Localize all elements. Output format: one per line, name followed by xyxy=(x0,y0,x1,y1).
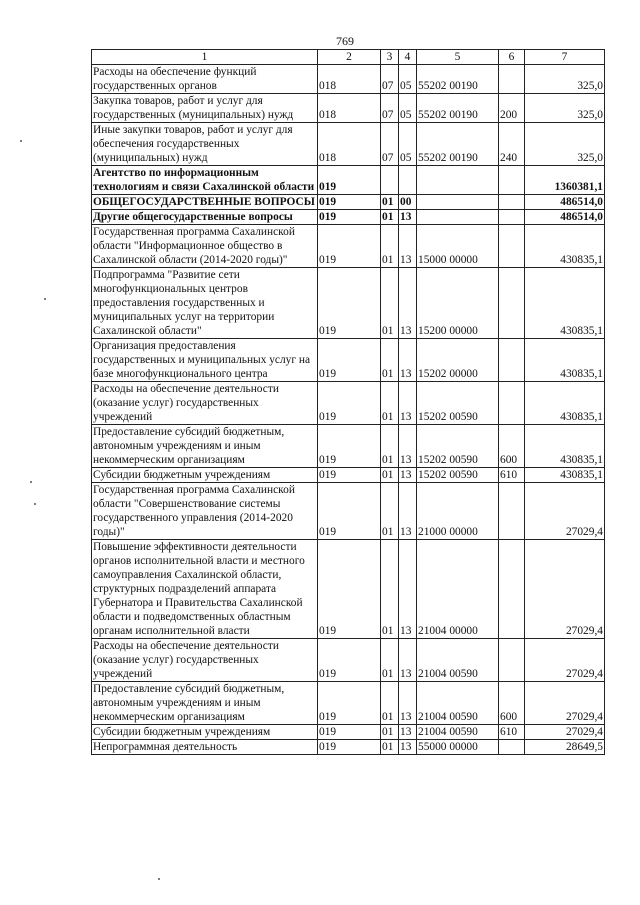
row-section-cell: 01 xyxy=(381,339,399,382)
table-header-row xyxy=(92,50,605,65)
table-row xyxy=(92,195,605,210)
row-sum-cell: 27029,4 xyxy=(525,483,605,540)
row-code-cell: 019 xyxy=(318,540,381,639)
row-sum-cell: 325,0 xyxy=(525,65,605,94)
header-col-expense-type: 6 xyxy=(499,50,525,65)
row-target-article-cell: 21004 00590 xyxy=(417,639,499,682)
row-name-cell: Предоставление субсидий бюджетным, автономным учреждениям и иным некоммерческим организациям xyxy=(92,425,318,468)
row-expense-type-cell xyxy=(499,483,525,540)
row-expense-type-cell: 240 xyxy=(499,123,525,166)
header-col-subsection: 4 xyxy=(399,50,417,65)
row-sum-cell: 486514,0 xyxy=(525,210,605,225)
row-section-cell: 01 xyxy=(381,725,399,740)
scan-dot xyxy=(158,878,160,880)
table-row xyxy=(92,682,605,725)
row-target-article-cell: 21000 00000 xyxy=(417,483,499,540)
row-code-cell: 019 xyxy=(318,725,381,740)
row-code-cell: 019 xyxy=(318,468,381,483)
row-name-cell: Повышение эффективности деятельности органов исполнительной власти и местного самоуправления Сахалинской области, структурных подразделений аппарата Губернатора и Правительства Сахалинской области и подведомственных областным органам исполнительной власти xyxy=(92,540,318,639)
table-row xyxy=(92,166,605,195)
row-subsection-cell xyxy=(399,166,417,195)
table-row xyxy=(92,468,605,483)
row-expense-type-cell: 600 xyxy=(499,682,525,725)
row-sum-cell: 1360381,1 xyxy=(525,166,605,195)
row-code-cell: 019 xyxy=(318,195,381,210)
row-name-cell: Государственная программа Сахалинской области "Совершенствование системы государственного управления (2014-2020 годы)" xyxy=(92,483,318,540)
row-section-cell: 01 xyxy=(381,225,399,268)
row-sum-cell: 28649,5 xyxy=(525,740,605,755)
row-name-cell: Подпрограмма "Развитие сети многофункциональных центров предоставления государственных и муниципальных услуг на территории Сахалинской области" xyxy=(92,268,318,339)
row-name-cell: Непрограммная деятельность xyxy=(92,740,318,755)
header-col-sum: 7 xyxy=(525,50,605,65)
row-code-cell: 019 xyxy=(318,382,381,425)
table-row xyxy=(92,123,605,166)
table-row xyxy=(92,65,605,94)
row-subsection-cell: 05 xyxy=(399,94,417,123)
row-code-cell: 019 xyxy=(318,166,381,195)
row-section-cell: 01 xyxy=(381,382,399,425)
row-target-article-cell: 21004 00000 xyxy=(417,540,499,639)
row-code-cell: 019 xyxy=(318,339,381,382)
row-target-article-cell: 55202 00190 xyxy=(417,123,499,166)
table-row xyxy=(92,725,605,740)
table-row xyxy=(92,268,605,339)
row-expense-type-cell xyxy=(499,166,525,195)
row-name-cell: Другие общегосударственные вопросы xyxy=(92,210,318,225)
row-subsection-cell: 13 xyxy=(399,483,417,540)
budget-table xyxy=(91,49,605,755)
header-col-section: 3 xyxy=(381,50,399,65)
row-subsection-cell: 13 xyxy=(399,725,417,740)
row-subsection-cell: 13 xyxy=(399,210,417,225)
row-target-article-cell: 15202 00590 xyxy=(417,468,499,483)
row-name-cell: Субсидии бюджетным учреждениям xyxy=(92,468,318,483)
row-expense-type-cell xyxy=(499,65,525,94)
row-name-cell: Иные закупки товаров, работ и услуг для обеспечения государственных (муниципальных) нужд xyxy=(92,123,318,166)
row-name-cell: Государственная программа Сахалинской области "Информационное общество в Сахалинской области (2014-2020 годы)" xyxy=(92,225,318,268)
table-row xyxy=(92,225,605,268)
row-subsection-cell: 13 xyxy=(399,225,417,268)
row-name-cell: Расходы на обеспечение функций государственных органов xyxy=(92,65,318,94)
row-section-cell: 01 xyxy=(381,468,399,483)
table-row xyxy=(92,382,605,425)
row-sum-cell: 430835,1 xyxy=(525,425,605,468)
row-subsection-cell: 13 xyxy=(399,639,417,682)
row-section-cell: 07 xyxy=(381,65,399,94)
row-name-cell: Организация предоставления государственных и муниципальных услуг на базе многофункционального центра xyxy=(92,339,318,382)
row-expense-type-cell xyxy=(499,740,525,755)
row-section-cell: 01 xyxy=(381,268,399,339)
row-subsection-cell: 00 xyxy=(399,195,417,210)
row-sum-cell: 325,0 xyxy=(525,123,605,166)
row-section-cell: 01 xyxy=(381,740,399,755)
row-expense-type-cell: 200 xyxy=(499,94,525,123)
row-sum-cell: 325,0 xyxy=(525,94,605,123)
row-expense-type-cell xyxy=(499,540,525,639)
row-name-cell: Предоставление субсидий бюджетным, автономным учреждениям и иным некоммерческим организациям xyxy=(92,682,318,725)
table-body xyxy=(92,65,605,755)
row-name-cell: Субсидии бюджетным учреждениям xyxy=(92,725,318,740)
row-section-cell: 01 xyxy=(381,483,399,540)
header-col-name: 1 xyxy=(92,50,318,65)
header-col-code: 2 xyxy=(318,50,381,65)
row-expense-type-cell xyxy=(499,268,525,339)
row-section-cell xyxy=(381,166,399,195)
scan-dot xyxy=(34,503,36,505)
row-subsection-cell: 13 xyxy=(399,682,417,725)
row-expense-type-cell: 600 xyxy=(499,425,525,468)
scan-dot xyxy=(20,140,22,142)
row-subsection-cell: 13 xyxy=(399,740,417,755)
row-expense-type-cell xyxy=(499,195,525,210)
row-code-cell: 018 xyxy=(318,123,381,166)
row-target-article-cell: 15000 00000 xyxy=(417,225,499,268)
row-expense-type-cell: 610 xyxy=(499,725,525,740)
row-code-cell: 019 xyxy=(318,225,381,268)
row-expense-type-cell xyxy=(499,210,525,225)
header-col-target-article: 5 xyxy=(417,50,499,65)
row-sum-cell: 430835,1 xyxy=(525,268,605,339)
row-sum-cell: 486514,0 xyxy=(525,195,605,210)
row-sum-cell: 27029,4 xyxy=(525,725,605,740)
row-sum-cell: 27029,4 xyxy=(525,682,605,725)
row-subsection-cell: 13 xyxy=(399,268,417,339)
table-row xyxy=(92,210,605,225)
row-target-article-cell: 15200 00000 xyxy=(417,268,499,339)
row-name-cell: Агентство по информационным технологиям и связи Сахалинской области xyxy=(92,166,318,195)
row-section-cell: 01 xyxy=(381,639,399,682)
row-target-article-cell: 21004 00590 xyxy=(417,725,499,740)
row-code-cell: 019 xyxy=(318,425,381,468)
row-name-cell: Расходы на обеспечение деятельности (оказание услуг) государственных учреждений xyxy=(92,382,318,425)
table-row xyxy=(92,94,605,123)
table-row xyxy=(92,540,605,639)
row-section-cell: 01 xyxy=(381,540,399,639)
row-section-cell: 01 xyxy=(381,682,399,725)
row-subsection-cell: 05 xyxy=(399,65,417,94)
row-code-cell: 018 xyxy=(318,65,381,94)
row-name-cell: ОБЩЕГОСУДАРСТВЕННЫЕ ВОПРОСЫ xyxy=(92,195,318,210)
row-target-article-cell: 55202 00190 xyxy=(417,94,499,123)
row-code-cell: 019 xyxy=(318,210,381,225)
row-subsection-cell: 13 xyxy=(399,425,417,468)
table-row xyxy=(92,425,605,468)
row-target-article-cell: 15202 00590 xyxy=(417,425,499,468)
row-code-cell: 019 xyxy=(318,639,381,682)
row-subsection-cell: 13 xyxy=(399,468,417,483)
row-sum-cell: 27029,4 xyxy=(525,540,605,639)
row-expense-type-cell xyxy=(499,225,525,268)
row-code-cell: 019 xyxy=(318,483,381,540)
row-target-article-cell xyxy=(417,195,499,210)
row-sum-cell: 430835,1 xyxy=(525,339,605,382)
row-section-cell: 01 xyxy=(381,210,399,225)
row-target-article-cell xyxy=(417,210,499,225)
table-row xyxy=(92,339,605,382)
row-target-article-cell: 21004 00590 xyxy=(417,682,499,725)
scan-dot xyxy=(44,298,46,300)
row-section-cell: 07 xyxy=(381,123,399,166)
row-target-article-cell: 15202 00590 xyxy=(417,382,499,425)
row-target-article-cell: 15202 00000 xyxy=(417,339,499,382)
row-section-cell: 01 xyxy=(381,425,399,468)
row-target-article-cell: 55000 00000 xyxy=(417,740,499,755)
row-code-cell: 019 xyxy=(318,740,381,755)
row-subsection-cell: 13 xyxy=(399,382,417,425)
table-row xyxy=(92,740,605,755)
page-number: 769 xyxy=(336,34,354,48)
scan-dot xyxy=(30,481,32,483)
row-expense-type-cell xyxy=(499,339,525,382)
row-code-cell: 019 xyxy=(318,682,381,725)
row-target-article-cell: 55202 00190 xyxy=(417,65,499,94)
row-target-article-cell xyxy=(417,166,499,195)
row-subsection-cell: 13 xyxy=(399,540,417,639)
row-expense-type-cell: 610 xyxy=(499,468,525,483)
table-row xyxy=(92,483,605,540)
row-section-cell: 07 xyxy=(381,94,399,123)
row-subsection-cell: 13 xyxy=(399,339,417,382)
row-subsection-cell: 05 xyxy=(399,123,417,166)
row-code-cell: 019 xyxy=(318,268,381,339)
row-expense-type-cell xyxy=(499,382,525,425)
row-name-cell: Расходы на обеспечение деятельности (оказание услуг) государственных учреждений xyxy=(92,639,318,682)
row-sum-cell: 430835,1 xyxy=(525,468,605,483)
row-sum-cell: 27029,4 xyxy=(525,639,605,682)
row-sum-cell: 430835,1 xyxy=(525,382,605,425)
row-section-cell: 01 xyxy=(381,195,399,210)
table-row xyxy=(92,639,605,682)
row-code-cell: 018 xyxy=(318,94,381,123)
row-sum-cell: 430835,1 xyxy=(525,225,605,268)
row-name-cell: Закупка товаров, работ и услуг для государственных (муниципальных) нужд xyxy=(92,94,318,123)
row-expense-type-cell xyxy=(499,639,525,682)
